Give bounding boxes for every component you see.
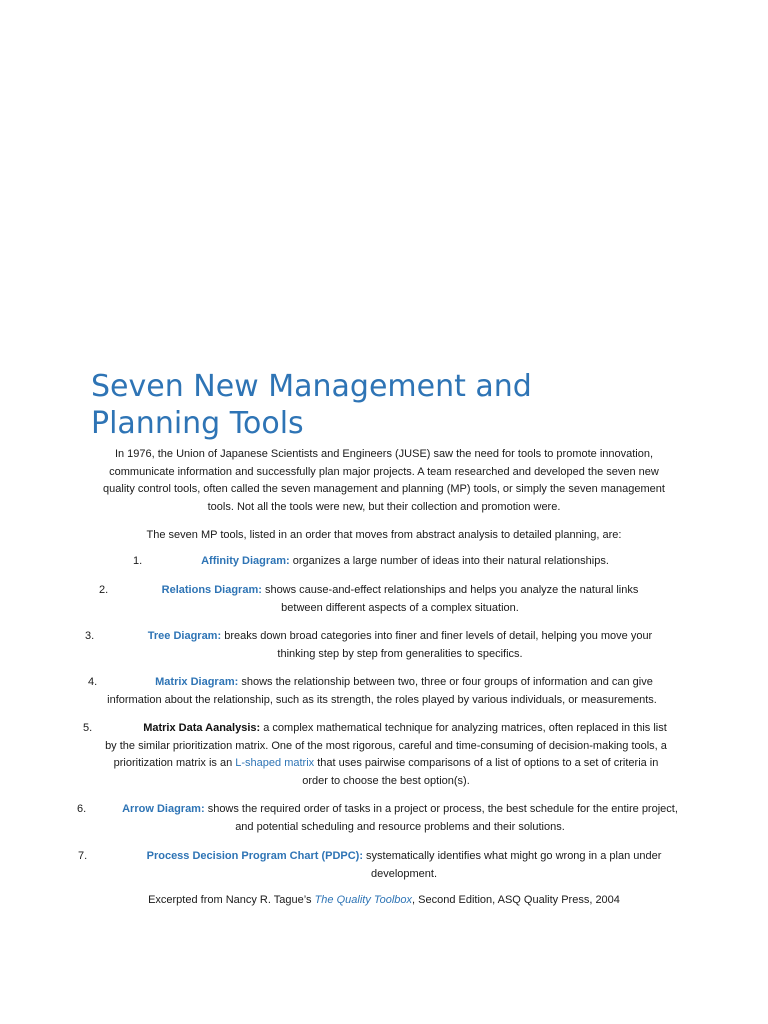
- list-number: 3.: [85, 630, 95, 642]
- l-shaped-matrix-link[interactable]: L-shaped matrix: [235, 757, 315, 769]
- list-number: 2.: [99, 584, 109, 596]
- citation: [92, 892, 676, 910]
- list-item-term: Relations Diagram:: [161, 584, 262, 596]
- list-number: 6.: [77, 803, 87, 815]
- list-number: 4.: [88, 676, 98, 688]
- list-item-affinity: [180, 553, 630, 571]
- lead-paragraph: The seven MP tools, listed in an order that moves from abstract analysis to detailed planning, are:: [146, 529, 622, 541]
- citation-suffix: , Second Edition, ASQ Quality Press, 2004: [412, 894, 620, 906]
- list-item-term: Affinity Diagram:: [201, 555, 290, 567]
- list-item-term: Arrow Diagram:: [122, 803, 205, 815]
- list-item-matrix: [98, 674, 666, 709]
- list-item-term: Process Decision Program Chart (PDPC):: [146, 850, 363, 862]
- list-number: 1.: [133, 555, 143, 567]
- list-item-term: Tree Diagram:: [147, 630, 222, 642]
- book-title-link[interactable]: The Quality Toolbox: [314, 894, 413, 906]
- list-item-text: shows cause-and-effect relationships and helps you analyze the natural links between different aspects of a complex situation.: [261, 584, 639, 614]
- intro-paragraph: In 1976, the Union of Japanese Scientists and Engineers (JUSE) saw the need for tools to promote innovation, communicate information and successfully plan major projects. A team researched and developed the seven new quality control tools, often called the seven management and planning (MP) tools, or simply the seven management tools. Not all the tools were new, but their collection and promotion were.: [103, 448, 665, 513]
- list-item-text: shows the required order of tasks in a project or process, the best schedule for the entire project, and potential scheduling and resource problems and their solutions.: [204, 803, 678, 833]
- list-item-text: breaks down broad categories into finer and finer levels of detail, helping you move your thinking step by step from generalities to specifics.: [221, 630, 653, 660]
- list-item-text: that uses pairwise comparisons of a list of options to a set of criteria in order to choose the best option(s).: [302, 757, 659, 787]
- page-title: Seven New Management and Planning Tools: [91, 369, 532, 441]
- list-item-term: Matrix Diagram:: [155, 676, 239, 688]
- list-item-matrix-data-analysis: [102, 720, 670, 790]
- list-item-text: systematically identifies what might go wrong in a plan under development.: [363, 850, 662, 880]
- list-item-text: a complex mathematical technique for analyzing matrices, often replaced in this list by the similar prioritization matrix. One of the most rigorous, careful and time-consuming of decision-making tools, a prioritization matrix is an: [105, 722, 667, 769]
- list-item-text: organizes a large number of ideas into their natural relationships.: [289, 555, 609, 567]
- citation-prefix: Excerpted from Nancy R. Tague’s: [148, 894, 315, 906]
- list-item-term: Matrix Data Aanalysis:: [143, 722, 261, 734]
- list-number: 5.: [83, 722, 93, 734]
- list-item-pdpc: [124, 848, 684, 883]
- list-item-tree: [136, 628, 664, 663]
- list-item-arrow: [120, 801, 680, 836]
- list-number: 7.: [78, 850, 88, 862]
- list-item-relations: [150, 582, 650, 617]
- list-item-text: shows the relationship between two, three or four groups of information and can give information about the relationship, such as its strength, the roles played by various individuals, or measurements.: [107, 676, 657, 706]
